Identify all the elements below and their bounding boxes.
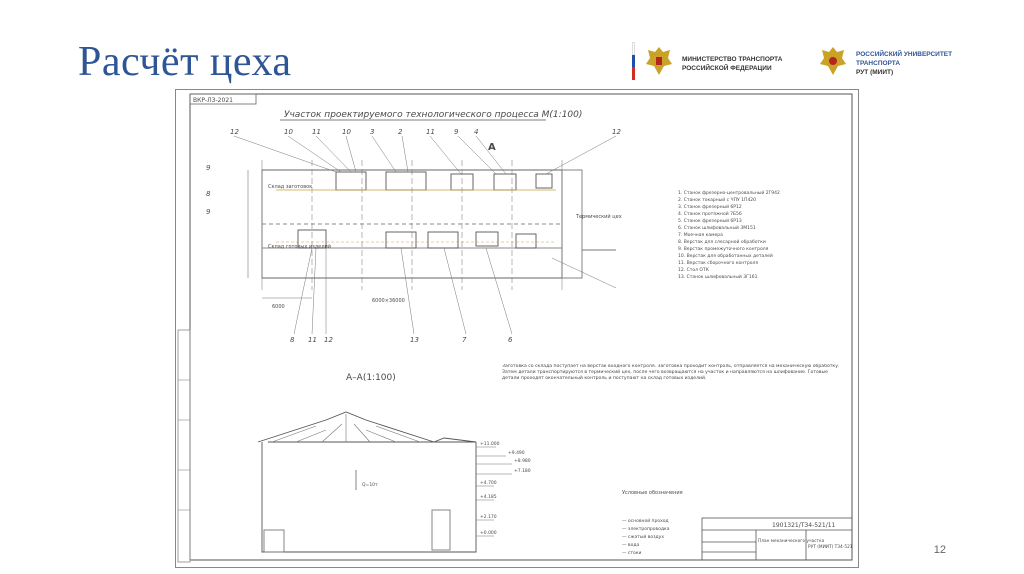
level-6: +4.185 xyxy=(480,495,497,500)
crane-label: Q=10т xyxy=(362,483,378,488)
zone-label-blanks: Склад заготовок xyxy=(268,184,313,190)
stamp-code: ВКР-ЛЗ-2021 xyxy=(193,97,233,104)
inner-frame xyxy=(190,94,852,560)
level-7: +2.170 xyxy=(480,515,497,520)
section-levels xyxy=(480,441,531,536)
side-strip xyxy=(178,330,190,562)
symbol-item-2: — электропроводка xyxy=(622,527,670,532)
process-notes: Заготовка со склада поступает на верстак входного контроля. Заготовка проходит контроль, отправляется на механическую обработку. Затем детали транспортируются в термический цех, после чего возвращаются на участок и направляются на шлифование. Готовые детали проходят окончательный контроль и поступают на склад готовых изделий. xyxy=(502,364,840,382)
level-5: +4.700 xyxy=(480,481,497,486)
section-marker: А xyxy=(488,142,496,153)
legend-item-8: 8. Верстак для слесарной обработки xyxy=(678,240,766,245)
engineering-drawing-sheet xyxy=(175,89,859,568)
symbols-legend xyxy=(622,517,670,556)
level-1: +11.000 xyxy=(480,442,500,447)
symbol-item-3: — сжатый воздух xyxy=(622,535,664,540)
callout-top-4: 10 xyxy=(342,128,351,136)
ministry-emblem-icon xyxy=(644,44,674,78)
slide-title: Расчёт цеха xyxy=(78,39,292,85)
thermal-zone-label: Термический цех xyxy=(576,214,622,220)
axis-dimension-label: 6000×36000 xyxy=(372,298,405,304)
header-logos xyxy=(632,42,972,86)
callout-top-5: 3 xyxy=(370,128,375,136)
dimension-label: 6000 xyxy=(272,304,285,310)
callout-bottom-1: 8 xyxy=(290,336,295,344)
zone-label-finished: Склад готовых изделий xyxy=(268,244,332,250)
legend-item-1: 1. Станок фрезерно-центровальный 2Г942 xyxy=(678,191,780,196)
drawing-canvas xyxy=(176,90,858,567)
level-2: +9.490 xyxy=(508,451,525,456)
callout-top-6: 2 xyxy=(398,128,403,136)
level-8: +0.000 xyxy=(480,531,497,536)
legend-item-3: 3. Станок фрезерный 6Р12 xyxy=(678,205,742,210)
equipment-legend xyxy=(678,189,780,280)
callout-side-3: 9 xyxy=(206,208,211,216)
callout-bottom-5: 7 xyxy=(462,336,467,344)
callout-top-10: 12 xyxy=(612,128,621,136)
legend-item-4: 4. Станок протяжной 7Б56 xyxy=(678,212,742,217)
callout-top-2: 10 xyxy=(284,128,293,136)
legend-item-10: 10. Верстак для обработанных деталей xyxy=(678,254,773,259)
callout-side-1: 9 xyxy=(206,164,211,172)
callout-top-9: 4 xyxy=(474,128,479,136)
symbols-legend-title: Условные обозначения xyxy=(622,490,683,496)
symbol-item-1: — основной проход xyxy=(622,519,669,524)
side-callouts xyxy=(206,164,211,216)
bottom-callouts xyxy=(290,336,513,344)
building-section xyxy=(258,412,512,552)
slide-page-number: 12 xyxy=(933,544,946,556)
callout-top-3: 11 xyxy=(312,128,321,136)
section-title: А–А(1:100) xyxy=(346,373,396,383)
top-callouts xyxy=(230,128,621,136)
legend-item-11: 11. Верстак сборочного контроля xyxy=(678,261,759,266)
workshop-plan xyxy=(234,136,616,334)
legend-item-5: 5. Станок фрезерный 6Р13 xyxy=(678,219,742,224)
ministry-name: МИНИСТЕРСТВО ТРАНСПОРТА РОССИЙСКОЙ ФЕДЕРАЦИИ xyxy=(682,56,783,72)
callout-side-2: 8 xyxy=(206,190,211,198)
process-notes-box xyxy=(502,364,842,414)
callout-bottom-3: 12 xyxy=(324,336,333,344)
title-block-org: РУТ (МИИТ) ТЗ4-521 xyxy=(808,545,853,550)
legend-item-13: 13. Станок шлифовальный 3Г161 xyxy=(678,275,758,280)
level-3: +8.980 xyxy=(514,459,531,464)
callout-top-1: 12 xyxy=(230,128,239,136)
legend-item-7: 7. Моечная камера xyxy=(678,233,723,238)
callout-top-7: 11 xyxy=(426,128,435,136)
russian-flag-icon xyxy=(632,42,635,80)
title-block-name: План механического участка xyxy=(758,539,825,544)
plan-title: Участок проектируемого технологического процесса М(1:100) xyxy=(284,110,583,120)
callout-bottom-6: 6 xyxy=(508,336,513,344)
legend-item-9: 9. Верстак промежуточного контроля xyxy=(678,247,769,252)
legend-item-12: 12. Стол ОТК xyxy=(678,268,709,273)
level-4: +7.180 xyxy=(514,469,531,474)
symbol-item-5: — стоки xyxy=(622,551,642,556)
title-block-code: 1901321/ТЗ4-521/11 xyxy=(772,522,836,529)
callout-bottom-4: 13 xyxy=(410,336,419,344)
legend-item-6: 6. Станок шлифовальный 3М151 xyxy=(678,226,756,231)
university-emblem-icon xyxy=(818,44,848,78)
callout-top-8: 9 xyxy=(454,128,459,136)
university-name: РОССИЙСКИЙ УНИВЕРСИТЕТ ТРАНСПОРТА РУТ (МИИТ) xyxy=(856,51,953,76)
callout-bottom-2: 11 xyxy=(308,336,317,344)
legend-item-2: 2. Станок токарный с ЧПУ 1П420 xyxy=(678,198,757,203)
symbol-item-4: — вода xyxy=(622,543,640,548)
